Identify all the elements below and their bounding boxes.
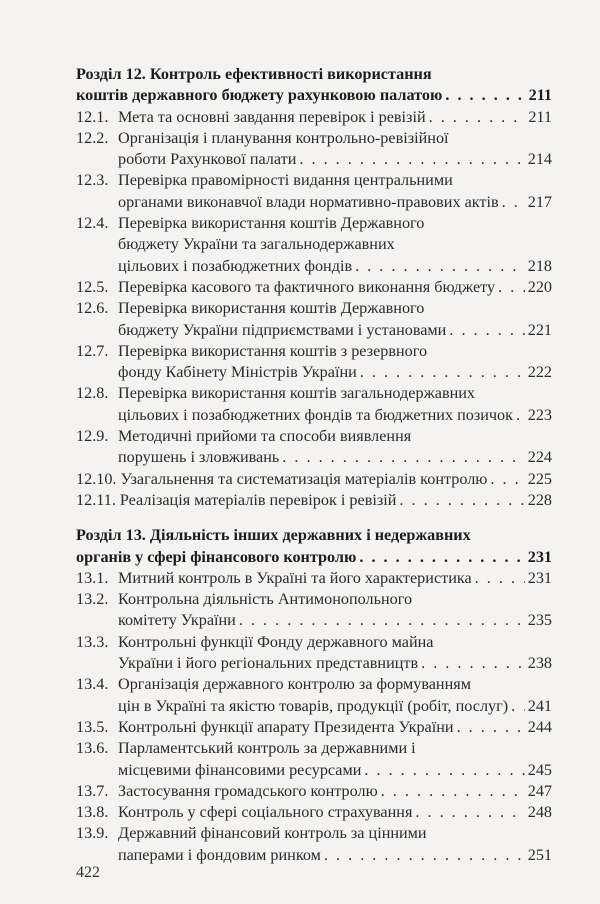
entry-text: Реалізація матеріалів перевірок і ревізій xyxy=(119,490,397,509)
entry-text: цільових і позабюджетних фондів xyxy=(118,256,353,275)
page-ref: 211 xyxy=(528,107,552,126)
entry-line xyxy=(118,383,552,404)
entry-line xyxy=(118,653,552,674)
entry-line xyxy=(118,738,552,759)
page-ref: 238 xyxy=(527,654,552,673)
entry-text: фонду Кабінету Міністрів України xyxy=(118,363,357,382)
entry-line xyxy=(118,149,552,170)
toc-entry[interactable] xyxy=(76,383,552,426)
entry-line xyxy=(120,490,552,511)
entry-text: Методичні прийоми та способи виявлення xyxy=(118,427,412,446)
page-ref: 231 xyxy=(527,547,552,566)
entry-text: Перевірка правомірності видання центральними xyxy=(118,171,453,190)
entry-body xyxy=(118,426,552,469)
entry-text: порушень і зловживань xyxy=(118,448,280,467)
entry-text: Контрольні функції апарату Президента України xyxy=(118,717,454,736)
dot-leader xyxy=(282,447,524,468)
dot-leader xyxy=(299,149,524,170)
page-ref: 245 xyxy=(527,760,552,779)
page-number: 422 xyxy=(76,864,100,881)
entry-number: 13.9. xyxy=(76,824,109,843)
toc-entry[interactable] xyxy=(76,469,552,490)
toc-entry[interactable] xyxy=(76,632,552,675)
entry-text: Мета та основні завдання перевірок і ревізій xyxy=(118,107,426,126)
toc-entry[interactable] xyxy=(76,717,552,738)
entry-line xyxy=(118,845,552,866)
page-ref: 218 xyxy=(527,256,552,275)
entry-line xyxy=(118,234,552,255)
page-ref: 214 xyxy=(527,150,552,169)
entry-line xyxy=(118,717,552,738)
entry-body xyxy=(118,632,552,675)
entry-text: цін в Україні та якістю товарів, продукції (робіт, послуг) xyxy=(118,696,509,715)
entry-number: 12.8. xyxy=(76,384,109,403)
toc-entry[interactable] xyxy=(76,426,552,469)
entry-text: Розділ 12. Контроль ефективності використання xyxy=(76,65,432,83)
page-ref: 220 xyxy=(527,277,552,296)
entry-line xyxy=(76,547,552,568)
entry-line xyxy=(118,696,552,717)
entry-body xyxy=(118,170,552,213)
entry-text: Узагальнення та систематизація матеріалів контролю xyxy=(120,469,488,488)
dot-leader xyxy=(516,405,525,426)
entry-number: 12.1. xyxy=(76,107,109,126)
dot-leader xyxy=(399,490,524,511)
entry-line xyxy=(118,760,552,781)
entry-number: 12.11. xyxy=(76,490,116,509)
table-of-contents xyxy=(76,64,552,866)
entry-line xyxy=(120,469,552,490)
entry-number: 13.6. xyxy=(76,739,109,758)
entry-text: Перевірка касового та фактичного виконання бюджету xyxy=(118,277,496,296)
toc-entry[interactable] xyxy=(76,107,552,128)
entry-number: 12.5. xyxy=(76,277,109,296)
entry-number: 13.5. xyxy=(76,717,109,736)
entry-number: 12.3. xyxy=(76,171,109,190)
entry-text: Розділ 13. Діяльність інших державних і недержавних xyxy=(76,526,471,545)
page-ref: 247 xyxy=(527,781,552,800)
dot-leader xyxy=(445,85,525,106)
entry-line xyxy=(118,589,552,610)
page-ref: 223 xyxy=(527,405,552,424)
dot-leader xyxy=(490,469,524,490)
entry-line xyxy=(118,610,552,631)
entry-body xyxy=(118,738,552,781)
entry-line xyxy=(118,405,552,426)
entry-line xyxy=(118,277,552,298)
entry-text: Перевірка використання коштів Державного xyxy=(118,214,425,233)
entry-body xyxy=(118,823,552,866)
dot-leader xyxy=(359,547,524,568)
entry-line xyxy=(118,170,552,191)
dot-leader xyxy=(457,717,525,738)
entry-number: 13.3. xyxy=(76,632,109,651)
entry-number: 12.10. xyxy=(76,469,117,488)
page-ref: 231 xyxy=(527,568,552,587)
entry-body xyxy=(118,128,552,171)
entry-text: Перевірка використання коштів загальнодержавних xyxy=(118,384,476,403)
entry-line xyxy=(118,362,552,383)
dot-leader xyxy=(324,845,525,866)
toc-entry[interactable] xyxy=(76,170,552,213)
entry-text: Парламентський контроль за державними і xyxy=(118,739,416,758)
dot-leader xyxy=(415,802,524,823)
toc-entry[interactable] xyxy=(76,802,552,823)
entry-body xyxy=(118,568,552,589)
entry-text: України і його регіональних представництв xyxy=(118,654,419,673)
entry-line xyxy=(76,85,552,106)
page-ref: 248 xyxy=(527,803,552,822)
section-heading[interactable] xyxy=(76,64,552,107)
entry-line xyxy=(118,426,552,447)
toc-entry[interactable] xyxy=(76,298,552,341)
entry-line xyxy=(118,802,552,823)
entry-text: Контрольні функції Фонду державного майна xyxy=(118,632,434,651)
toc-entry[interactable] xyxy=(76,213,552,277)
entry-body xyxy=(118,802,552,823)
entry-text: цільових і позабюджетних фондів та бюджетних позичок xyxy=(118,405,514,424)
entry-body xyxy=(118,298,552,341)
entry-body xyxy=(118,107,552,128)
entry-text: Застосування громадського контролю xyxy=(118,781,378,800)
entry-line xyxy=(118,320,552,341)
entry-text: Митний контроль в Україні та його характеристика xyxy=(118,568,472,587)
page-ref: 228 xyxy=(527,490,552,509)
entry-body xyxy=(118,213,552,277)
section-heading[interactable] xyxy=(76,525,552,568)
toc-entry[interactable] xyxy=(76,128,552,171)
toc-entry[interactable] xyxy=(76,277,552,298)
entry-line xyxy=(76,525,552,546)
dot-leader xyxy=(381,781,525,802)
dot-leader xyxy=(360,362,525,383)
entry-body xyxy=(118,781,552,802)
entry-line xyxy=(118,213,552,234)
entry-text: Перевірка використання коштів з резервного xyxy=(118,341,428,360)
page-ref: 241 xyxy=(527,696,552,715)
entry-text: Організація і планування контрольно-ревізійної xyxy=(118,128,449,147)
dot-leader xyxy=(498,277,525,298)
entry-number: 13.4. xyxy=(76,675,109,694)
toc-entry[interactable] xyxy=(76,674,552,717)
entry-body xyxy=(118,277,552,298)
entry-body xyxy=(118,341,552,384)
dot-leader xyxy=(421,653,525,674)
dot-leader xyxy=(429,107,526,128)
entry-text: Державний фінансовий контроль за цінними xyxy=(118,824,427,843)
dot-leader xyxy=(502,192,525,213)
toc-entry[interactable] xyxy=(76,738,552,781)
toc-entry[interactable] xyxy=(76,490,552,511)
entry-line xyxy=(118,823,552,844)
toc-entry[interactable] xyxy=(76,823,552,866)
entry-body xyxy=(118,383,552,426)
entry-line xyxy=(76,64,552,85)
entry-text: комітету України xyxy=(118,611,236,630)
entry-text: Організація державного контролю за формуванням xyxy=(118,675,471,694)
page-ref: 217 xyxy=(527,192,552,211)
entry-line xyxy=(118,256,552,277)
entry-text: паперами і фондовим ринком xyxy=(118,845,321,864)
entry-number: 13.8. xyxy=(76,803,109,822)
entry-text: Перевірка використання коштів Державного xyxy=(118,299,425,318)
toc-entry[interactable] xyxy=(76,568,552,589)
toc-entry[interactable] xyxy=(76,589,552,632)
page-ref: 211 xyxy=(528,86,552,105)
dot-leader xyxy=(355,256,525,277)
dot-leader xyxy=(511,696,525,717)
entry-body xyxy=(118,674,552,717)
entry-text: Контроль у сфері соціального страхування xyxy=(118,803,413,822)
entry-number: 12.4. xyxy=(76,214,109,233)
entry-line xyxy=(118,107,552,128)
entry-body xyxy=(118,717,552,738)
entry-line xyxy=(118,781,552,802)
page-ref: 222 xyxy=(527,363,552,382)
entry-line xyxy=(118,632,552,653)
entry-line xyxy=(118,298,552,319)
entry-text: коштів державного бюджету рахунковою палатою xyxy=(76,86,443,105)
entry-body xyxy=(120,490,552,511)
entry-number: 12.7. xyxy=(76,341,109,360)
entry-text: Контрольна діяльність Антимонопольного xyxy=(118,590,413,609)
entry-line xyxy=(118,192,552,213)
page-ref: 224 xyxy=(527,448,552,467)
entry-line xyxy=(118,568,552,589)
dot-leader xyxy=(239,610,525,631)
toc-entry[interactable] xyxy=(76,341,552,384)
toc-entry[interactable] xyxy=(76,781,552,802)
page-ref: 251 xyxy=(527,845,552,864)
entry-line xyxy=(118,128,552,149)
entry-body xyxy=(118,589,552,632)
entry-number: 12.9. xyxy=(76,427,109,446)
entry-line xyxy=(118,447,552,468)
entry-text: органів у сфері фінансового контролю xyxy=(76,547,357,566)
entry-text: бюджету України підприємствами і установами xyxy=(118,320,447,339)
entry-number: 13.2. xyxy=(76,590,109,609)
entry-text: органами виконавчої влади нормативно-правових актів xyxy=(118,192,499,211)
entry-line xyxy=(118,341,552,362)
entry-text: бюджету України та загальнодержавних xyxy=(118,235,395,254)
entry-number: 13.7. xyxy=(76,781,109,800)
entry-number: 12.2. xyxy=(76,128,109,147)
page-ref: 235 xyxy=(527,611,552,630)
entry-text: місцевими фінансовими ресурсами xyxy=(118,760,362,779)
entry-number: 13.1. xyxy=(76,568,109,587)
section-gap xyxy=(76,511,552,525)
page-ref: 225 xyxy=(527,469,552,488)
entry-body xyxy=(120,469,552,490)
dot-leader xyxy=(475,568,525,589)
page-ref: 221 xyxy=(527,320,552,339)
entry-line xyxy=(118,674,552,695)
dot-leader xyxy=(364,760,524,781)
dot-leader xyxy=(449,320,524,341)
entry-number: 12.6. xyxy=(76,299,109,318)
page-ref: 244 xyxy=(527,717,552,736)
entry-text: роботи Рахункової палати xyxy=(118,150,297,169)
